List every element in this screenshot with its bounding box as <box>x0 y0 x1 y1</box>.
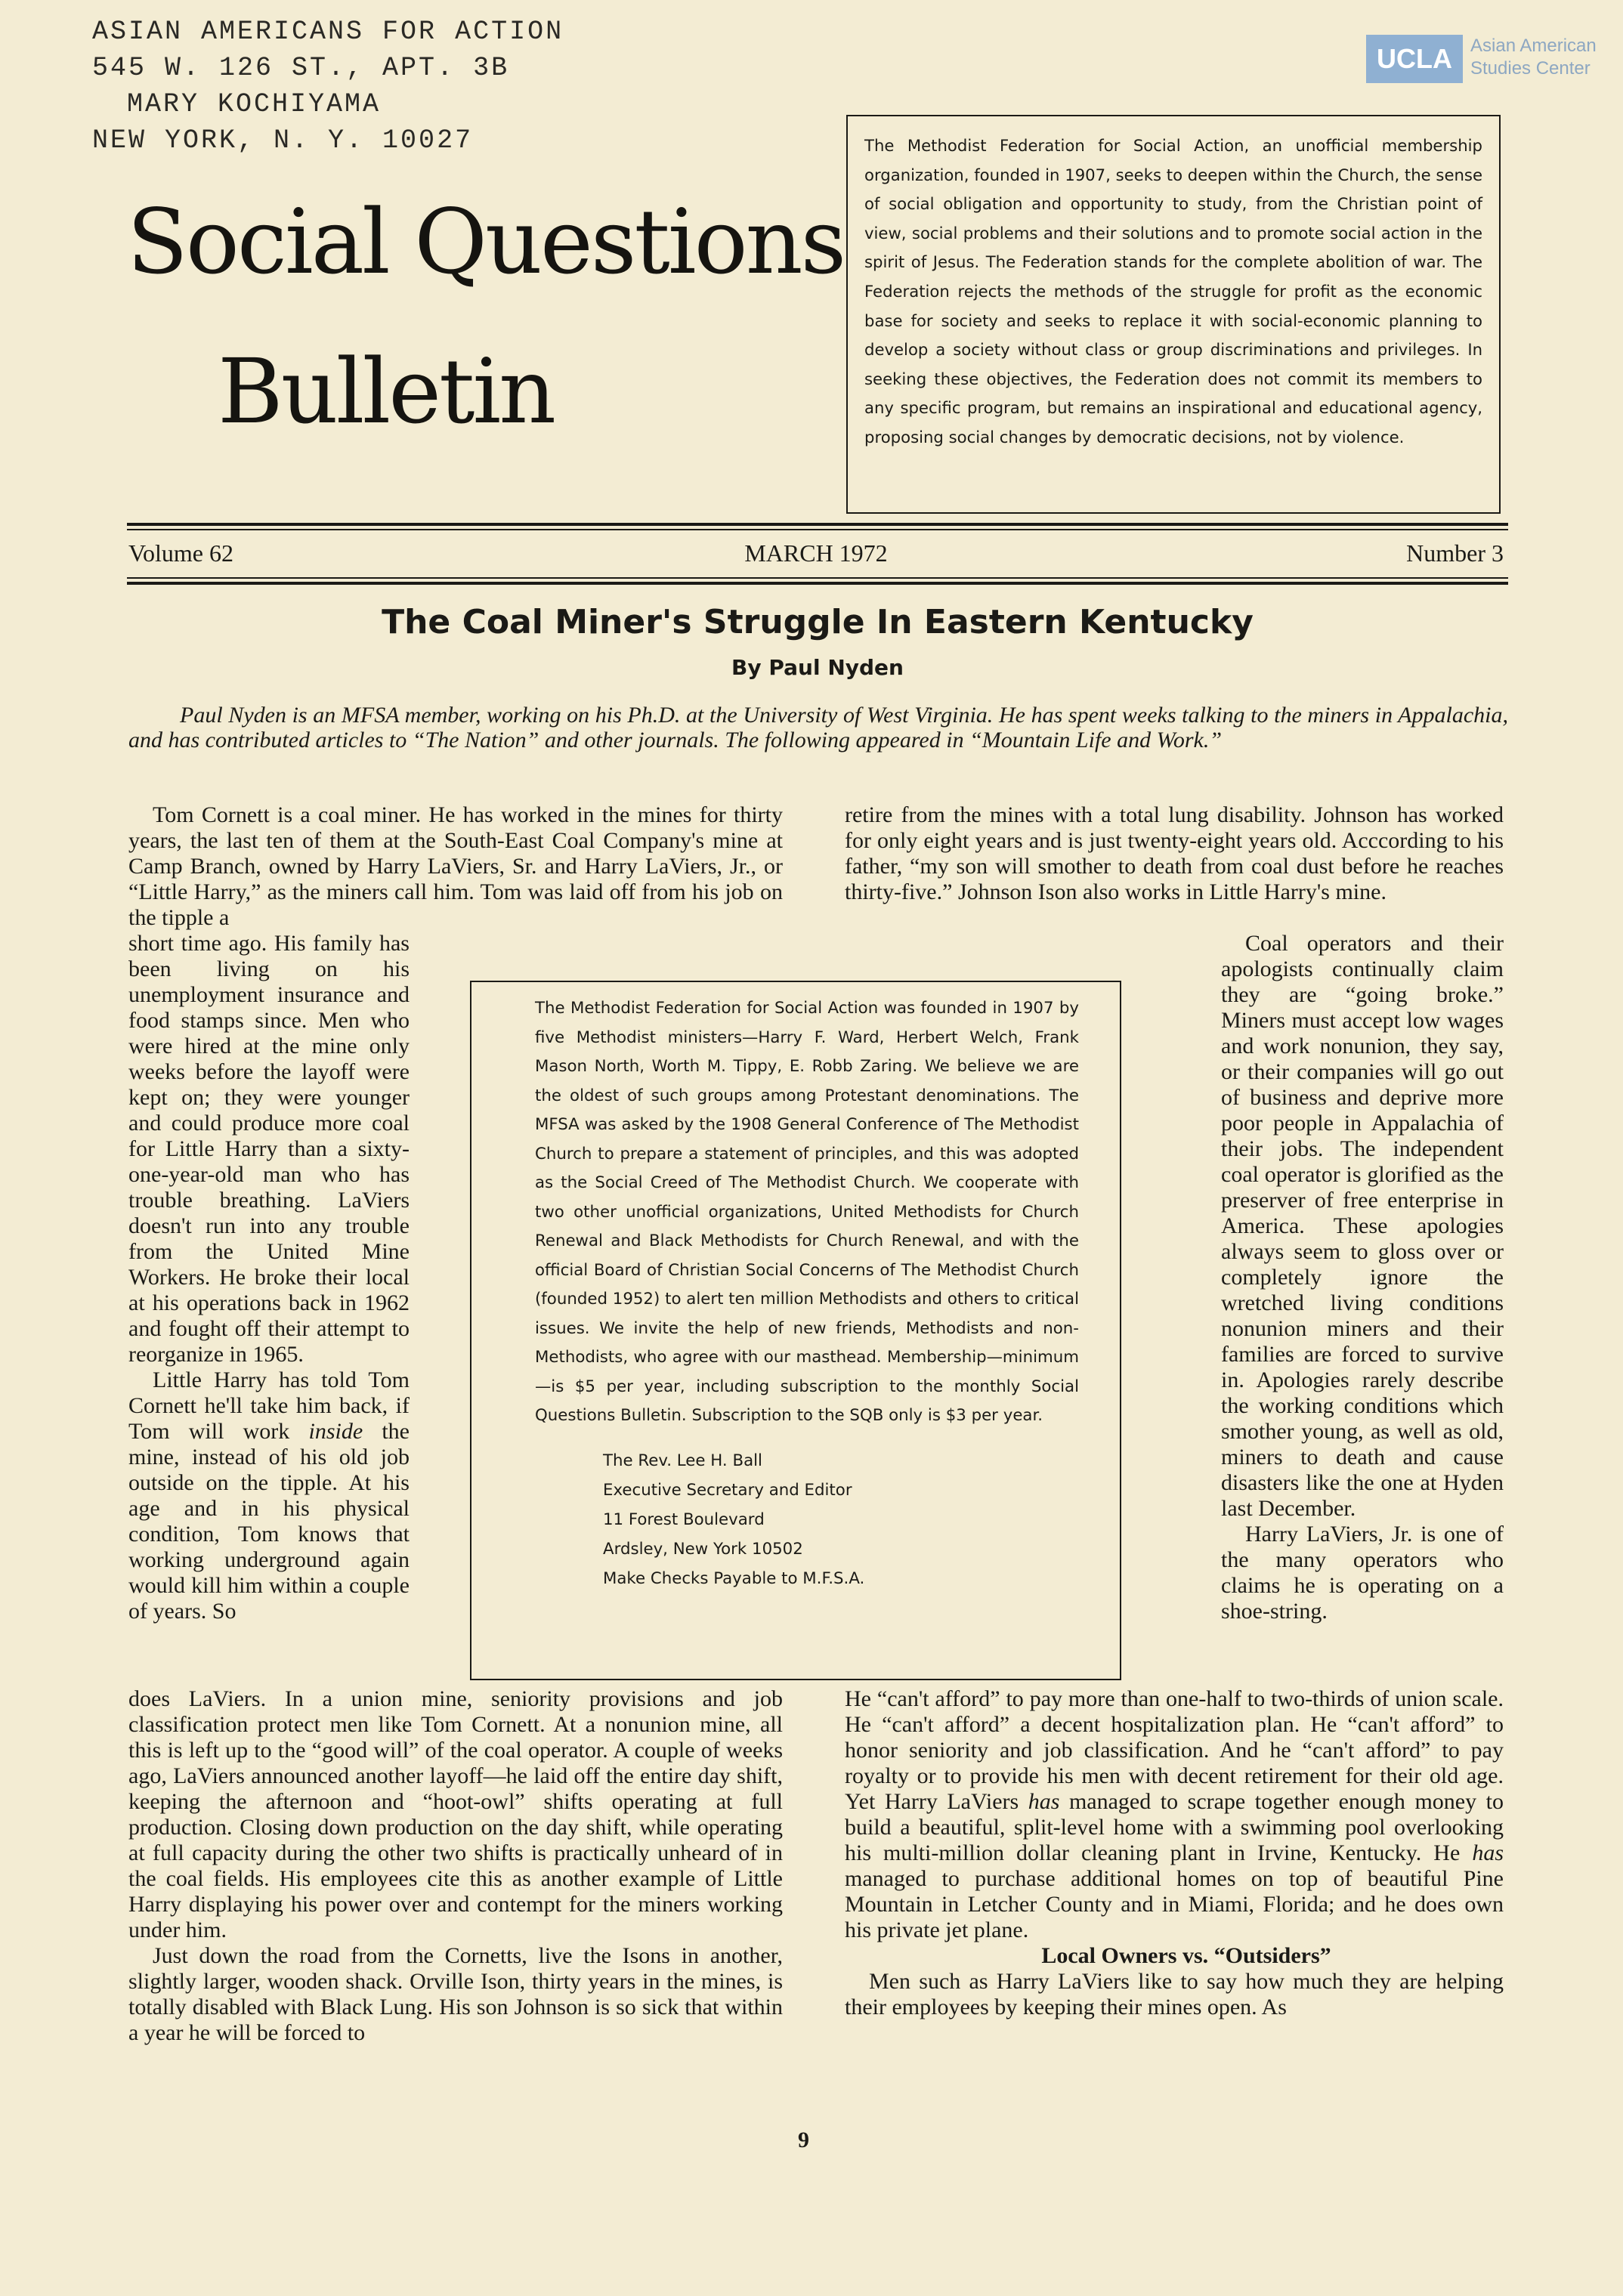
stamp-line: NEW YORK, N. Y. 10027 <box>92 125 474 156</box>
contact-title: Executive Secretary and Editor <box>603 1480 852 1500</box>
page-number: 9 <box>798 2128 809 2152</box>
contact-street: 11 Forest Boulevard <box>603 1510 765 1529</box>
stamp-line: 545 W. 126 ST., APT. 3B <box>92 53 510 83</box>
column2-top <box>845 802 1504 905</box>
rule-top-thin <box>127 529 1508 530</box>
asian-american-studies-center-label: Asian American Studies Center <box>1470 36 1597 79</box>
rule-top <box>127 523 1508 526</box>
column1-bottom <box>128 1686 783 2046</box>
address-stamp <box>92 14 564 159</box>
column1-narrow <box>128 931 410 1624</box>
contact-name: The Rev. Lee H. Ball <box>603 1451 762 1470</box>
paragraph: Men such as Harry LaViers like to say how much they are helping their employees by keeping their mines open. As <box>845 1969 1504 2019</box>
stamp-line: ASIAN AMERICANS FOR ACTION <box>92 17 564 47</box>
article-byline: By Paul Nyden <box>731 655 904 680</box>
column1-top <box>128 802 783 931</box>
paragraph: Tom Cornett is a coal miner. He has worked in the mines for thirty years, the last ten of them at the South-East Coal Company's mine at Camp Branch, owned by Harry LaViers, Sr. and Harry LaViers, Jr., or “Little Harry,” as the miners call him. Tom was laid off from his job on the tipple a <box>128 802 783 930</box>
section-subhead: Local Owners vs. “Outsiders” <box>1041 1943 1331 1968</box>
issue-number: Number 3 <box>1406 539 1504 567</box>
paragraph: retire from the mines with a total lung disability. Johnson has worked for only eight years and is just twenty-eight years old. Acccording to his father, “my son will smother to death from coal dust before he reaches thirty-five.” Johnson Ison also works in Little Harry's mine. <box>845 802 1504 904</box>
paragraph: Just down the road from the Cornetts, live the Isons in another, slightly larger, wooden shack. Orville Ison, thirty years in the mines, is totally disabled with Black Lung. His son Johnson is so sick that within a year he will be forced to <box>128 1943 783 2045</box>
masthead-title-line2: Bulletin <box>218 339 555 443</box>
paragraph: He “can't afford” to pay more than one-half to two-thirds of union scale. He “can't afford” a decent hospitalization plan. He “can't afford” to honor seniority and job classification. And he “can't afford” to pay royalty or to provide his men with decent retirement for their old age. Yet Harry LaViers has managed to scrape together enough money to build a beautiful, split-level home with a swimming pool overlooking his multi-million dollar cleaning plant in Irvine, Kentucky. He has managed to purchase additional homes on top of beautiful Pine Mountain in Letcher County and in Miami, Florida; and he does own his private jet plane. <box>845 1686 1504 1942</box>
contact-city: Ardsley, New York 10502 <box>603 1539 803 1559</box>
contact-checks: Make Checks Payable to M.F.S.A. <box>603 1568 865 1588</box>
article-intro: Paul Nyden is an MFSA member, working on his Ph.D. at the University of West Virginia. He has spent weeks talking to the miners in Appalachia, and has contributed articles to “The Nation” and other journals. The following appeared in “Mountain Life and Work.” <box>128 703 1508 752</box>
mission-statement-box: The Methodist Federation for Social Action, an unofficial membership organization, founded in 1907, seeks to deepen within the Church, the sense of social obligation and opportunity to study, from the Christian point of view, social problems and their solutions and to promote social action in the spirit of Jesus. The Federation stands for the complete abolition of war. The Federation rejects the methods of the struggle for profit as the economic base for society and seeks to replace it with social-economic planning to develop a society without class or group discriminations and privileges. In seeking these objectives, the Federation does not commit its members to any specific program, but remains an inspirational and educational agency, proposing social changes by democratic decisions, not by violence. <box>846 115 1501 514</box>
rule-bottom <box>127 582 1508 585</box>
paragraph: does LaViers. In a union mine, seniority provisions and job classification protect men like Tom Cornett. At a nonunion mine, all this is left up to the “good will” of the coal operator. A couple of weeks ago, LaViers announced another layoff—he laid off the entire day shift, keeping the afternoon and “hoot-owl” shifts operating at full production. Closing down production on the day shift, while operating at full capacity during the other two shifts is practically unheard of in the coal fields. His employees cite this as another example of Little Harry displaying his power over and contempt for the miners working under him. <box>128 1686 783 1942</box>
column2-bottom <box>845 1686 1504 2020</box>
issue-volume: Volume 62 <box>128 539 233 567</box>
paragraph: Little Harry has told Tom Cornett he'll take him back, if Tom will work inside the mine, instead of his old job outside on the tipple. At his age and in his physical condition, Tom knows that working underground again would kill him within a couple of years. So <box>128 1367 410 1624</box>
contact-block <box>535 1446 1079 1593</box>
paragraph: short time ago. His family has been living on his unemployment insurance and food stamps since. Men who were hired at the mine only weeks before the layoff were kept on; they were younger and could produce more coal for Little Harry than a sixty-one-year-old man who has trouble breathing. LaViers doesn't run into any trouble from the United Mine Workers. He broke their local at his operations back in 1962 and fought off their attempt to reorganize in 1965. <box>128 931 410 1367</box>
paragraph: Coal operators and their apologists continually claim they are “going broke.” Miners must accept low wages and work nonunion, they say, or their companies will go out of business and deprive more poor people in Appalachia of their jobs. The independent coal operator is glorified as the preserver of free enterprise in America. These apologies always seem to gloss over or completely ignore the wretched living conditions nonunion miners and their families are forced to survive in. Apologies rarely describe the working conditions which smother young, as well as old, miners to death and cause disasters like the one at Hyden last December. <box>1221 931 1504 1521</box>
rule-bottom-thin <box>127 577 1508 579</box>
mfsa-info-text: The Methodist Federation for Social Action was founded in 1907 by five Methodist ministers—Harry F. Ward, Herbert Welch, Frank Mason North, Worth M. Tippy, E. Robb Zaring. We believe we are the oldest of such groups among Protestant denominations. The MFSA was asked by the 1908 General Conference of The Methodist Church to prepare a statement of principles, and this was adopted as the Social Creed of The Methodist Church. We cooperate with two other unofficial organizations, United Methodists for Church Renewal and Black Methodists for Church Renewal, and with the official Board of Christian Social Concerns of The Methodist Church (founded 1952) to alert ten million Methodists and others to critical issues. We invite the help of new friends, Methodists and non-Methodists, who agree with our masthead. Membership—minimum—is $5 per year, including subscription to the monthly Social Questions Bulletin. Subscription to the SQB only is $3 per year. <box>535 999 1079 1425</box>
paragraph: Harry LaViers, Jr. is one of the many operators who claims he is operating on a shoe-string. <box>1221 1522 1504 1624</box>
stamp-line: MARY KOCHIYAMA <box>127 89 382 119</box>
column2-narrow <box>1221 931 1504 1624</box>
mfsa-info-box <box>470 981 1121 1680</box>
issue-date: MARCH 1972 <box>744 539 888 567</box>
article-headline: The Coal Miner's Struggle In Eastern Kentucky <box>382 603 1254 641</box>
masthead-title-line1: Social Questions <box>127 190 845 294</box>
ucla-logo: UCLA <box>1366 35 1463 83</box>
